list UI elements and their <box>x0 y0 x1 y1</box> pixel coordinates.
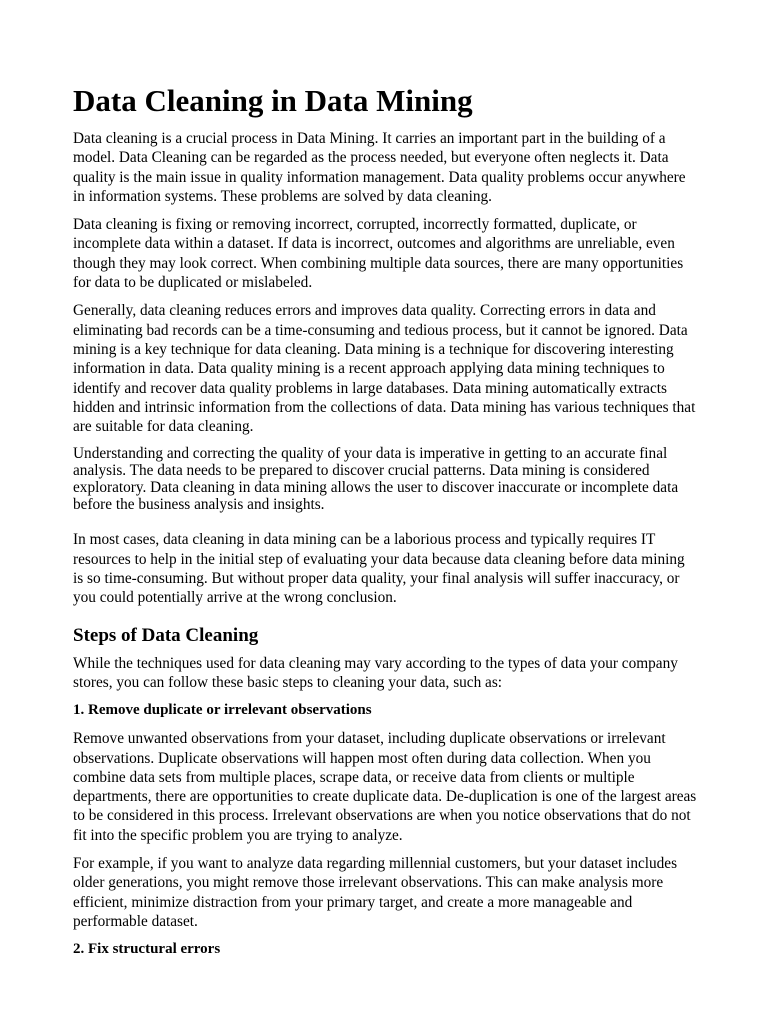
steps-intro-paragraph: While the techniques used for data cleaning may vary according to the types of data your company stores, you can follow these basic steps to cleaning your data, such as: <box>73 654 678 691</box>
step-1-paragraph-1: Remove unwanted observations from your dataset, including duplicate observations or irrelevant observations. Duplicate observations will happen most often during data collection. When you combine data sets from multiple places, scrape data, or receive data from clients or multiple departments, there are opportunities to create duplicate data. De-duplication is one of the largest areas to be considered in this process. Irrelevant observations are when you notice observations that do not fit into the specific problem you are trying to analyze. <box>73 730 697 844</box>
document-page <box>73 83 697 968</box>
step-1-heading: 1. Remove duplicate or irrelevant observations <box>73 702 372 719</box>
intro-paragraph-2: Data cleaning is fixing or removing incorrect, corrupted, incorrectly formatted, duplicate, or incomplete data within a dataset. If data is incorrect, outcomes and algorithms are unreliable, even though they may look correct. When combining multiple data sources, there are many opportunities for data to be duplicated or mislabeled. <box>73 216 684 292</box>
page-title: Data Cleaning in Data Mining <box>73 83 473 118</box>
steps-heading: Steps of Data Cleaning <box>73 624 259 646</box>
intro-paragraph-5: In most cases, data cleaning in data mining can be a laborious process and typically requires IT resources to help in the initial step of evaluating your data because data cleaning before data mining is so time-consuming. But without proper data quality, your final analysis will suffer inaccuracy, or you could potentially arrive at the wrong conclusion. <box>73 531 685 607</box>
intro-paragraph-1: Data cleaning is a crucial process in Data Mining. It carries an important part in the building of a model. Data Cleaning can be regarded as the process needed, but everyone often neglects it. Data quality is the main issue in quality information management. Data quality problems occur anywhere in information systems. These problems are solved by data cleaning. <box>73 130 686 205</box>
intro-paragraph-4: Understanding and correcting the quality of your data is imperative in getting to an accurate final analysis. The data needs to be prepared to discover crucial patterns. Data mining is considered exploratory. Data cleaning in data mining allows the user to discover inaccurate or incomplete data before the business analysis and insights. <box>73 445 679 514</box>
intro-paragraph-3: Generally, data cleaning reduces errors and improves data quality. Correcting errors in data and eliminating bad records can be a time-consuming and tedious process, but it cannot be ignored. Data mining is a key technique for data cleaning. Data mining is a technique for discovering interesting information in data. Data quality mining is a recent approach applying data mining techniques to identify and recover data quality problems in large databases. Data mining automatically extracts hidden and intrinsic information from the collections of data. Data mining has various techniques that are suitable for data cleaning. <box>73 302 696 436</box>
step-2-heading: 2. Fix structural errors <box>73 941 221 958</box>
step-1-paragraph-2: For example, if you want to analyze data regarding millennial customers, but your dataset includes older generations, you might remove those irrelevant observations. This can make analysis more efficient, minimize distraction from your primary target, and create a more manageable and performable dataset. <box>73 855 678 930</box>
